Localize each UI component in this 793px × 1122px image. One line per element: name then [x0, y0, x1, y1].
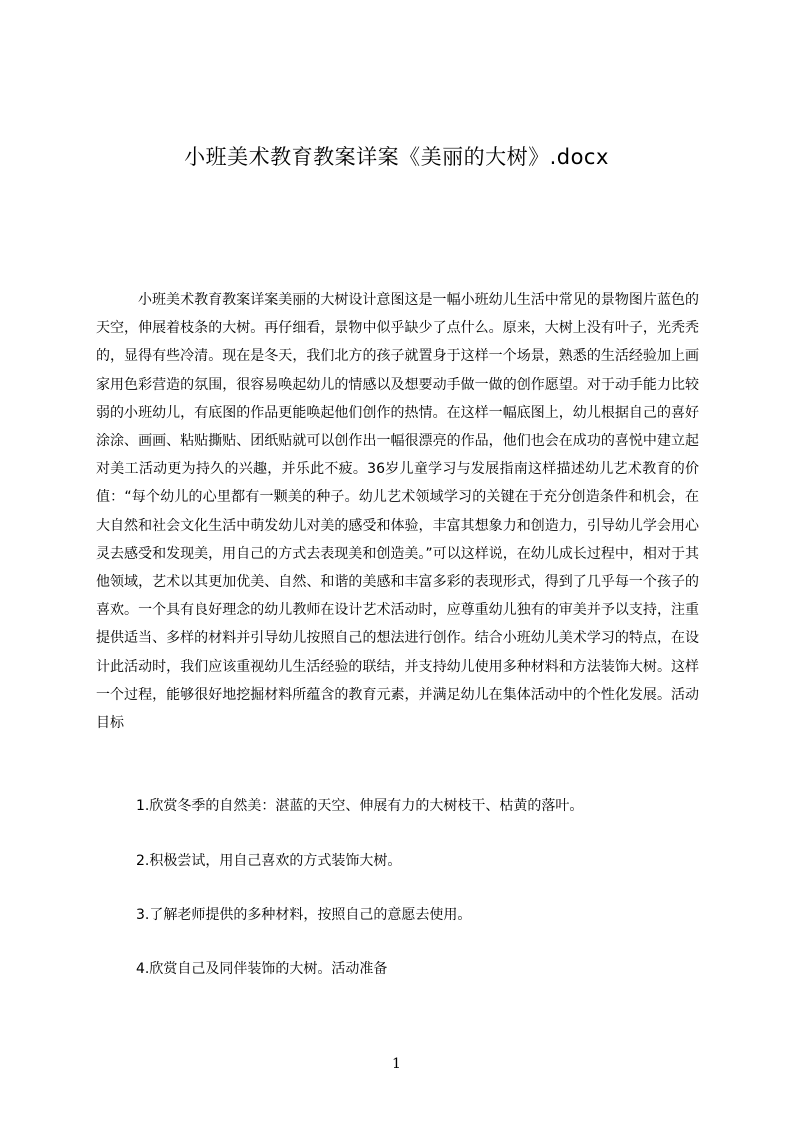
goal-item-2: 2.积极尝试，用自己喜欢的方式装饰大树。	[136, 853, 402, 869]
goal-item-3: 3.了解老师提供的多种材料，按照自己的意愿去使用。	[136, 907, 472, 923]
document-title: 小班美术教育教案详案《美丽的大树》.docx	[184, 145, 609, 169]
body-paragraph: 小班美术教育教案详案美丽的大树设计意图这是一幅小班幼儿生活中常见的景物图片蓝色的天空，伸展着枝条的大树。再仔细看，景物中似乎缺少了点什么。原来，大树上没有叶子，光秃秃的，显得有些冷清。现在是冬天，我们北方的孩子就置身于这样一个场景，熟悉的生活经验加上画家用色彩营造的氛围，很容易唤起幼儿的情感以及想要动手做一做的创作愿望。对于动手能力比较弱的小班幼儿，有底图的作品更能唤起他们创作的热情。在这样一幅底图上，幼儿根据自己的喜好涂涂、画画、粘贴撕贴、团纸贴就可以创作出一幅很漂亮的作品，他们也会在成功的喜悦中建立起对美工活动更为持久的兴趣，并乐此不疲。36岁儿童学习与发展指南这样描述幼儿艺术教育的价值：“每个幼儿的心里都有一颗美的种子。幼儿艺术领域学习的关键在于充分创造条件和机会，在大自然和社会文化生活中萌发幼儿对美的感受和体验，丰富其想象力和创造力，引导幼儿学会用心灵去感受和发现美，用自己的方式去表现美和创造美。”可以这样说，在幼儿成长过程中，相对于其他领域，艺术以其更加优美、自然、和谐的美感和丰富多彩的表现形式，得到了几乎每一个孩子的喜欢。一个具有良好理念的幼儿教师在设计艺术活动时，应尊重幼儿独有的审美并予以支持，注重提供适当、多样的材料并引导幼儿按照自己的想法进行创作。结合小班幼儿美术学习的特点，在设计此活动时，我们应该重视幼儿生活经验的联结，并支持幼儿使用多种材料和方法装饰大树。这样一个过程，能够很好地挖掘材料所蕴含的教育元素，并满足幼儿在集体活动中的个性化发展。活动目标	[96, 292, 699, 732]
goal-item-1: 1.欣赏冬季的自然美：湛蓝的天空、伸展有力的大树枝干、枯黄的落叶。	[136, 798, 584, 814]
goal-item-4: 4.欣赏自己及同伴装饰的大树。活动准备	[136, 961, 388, 977]
page-number: 1	[392, 1056, 401, 1072]
